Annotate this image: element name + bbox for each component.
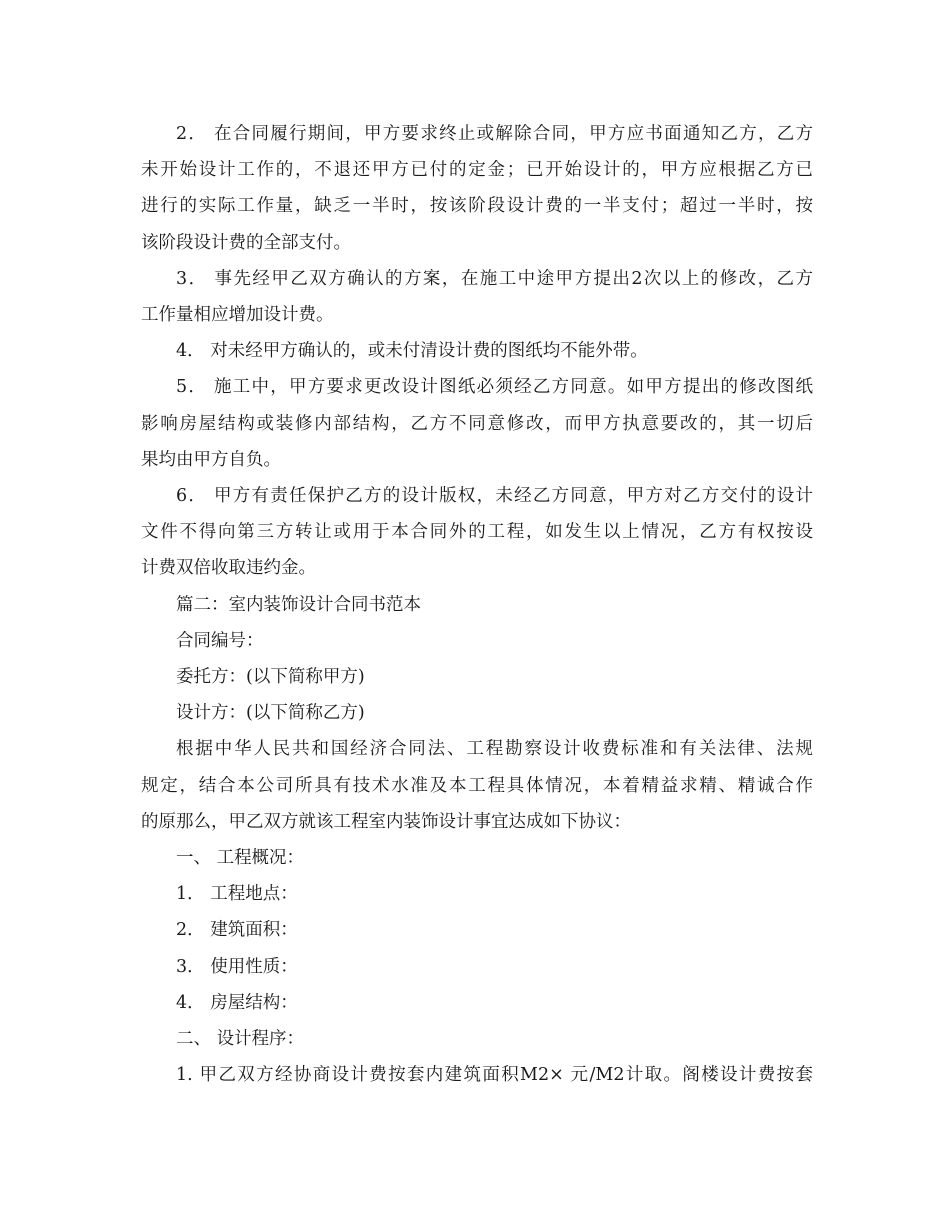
client-text: 委托方：(以下简称甲方) [176, 667, 365, 688]
text-line: 6． 甲方有责任保护乙方的设计版权，未经乙方同意，甲方对乙方交付的设计 [176, 486, 813, 507]
text-line: 的原那么，甲乙双方就该工程室内装饰设计事宜达成如下协议： [141, 811, 631, 832]
contract-number-label [141, 623, 813, 659]
item-text: 2． 建筑面积： [176, 920, 298, 941]
text-line: 文件不得向第三方转让或用于本合同外的工程，如发生以上情况，乙方有权按设 [141, 522, 813, 543]
heading-project-overview [141, 840, 813, 876]
text-line: 影响房屋结构或装修内部结构，乙方不同意修改，而甲方执意要改的，其一切后 [141, 413, 813, 434]
text-line: 根据中华人民共和国经济合同法、工程勘察设计收费标准和有关法律、法规 [176, 739, 813, 760]
text-line: 工作量相应增加设计费。 [141, 305, 334, 326]
item-text: 1． 工程地点： [176, 884, 298, 905]
preamble-paragraph [141, 731, 813, 840]
item-building-structure [141, 985, 813, 1021]
text-line: 1. 甲乙双方经协商设计费按套内建筑面积M2× 元/M2计取。阁楼设计费按套 [176, 1065, 813, 1086]
contract-number-text: 合同编号： [176, 630, 264, 651]
text-line: 3． 事先经甲乙双方确认的方案，在施工中途甲方提出2次以上的修改，乙方 [176, 268, 813, 289]
fee-clause-1 [141, 1057, 813, 1093]
clause-2-paragraph [141, 116, 813, 261]
section-title-text: 篇二：室内装饰设计合同书范本 [176, 594, 421, 615]
text-line: 该阶段设计费的全部支付。 [141, 232, 351, 253]
item-project-location [141, 876, 813, 912]
text-line: 未开始设计工作的，不退还甲方已付的定金；已开始设计的，甲方应根据乙方已 [141, 160, 813, 181]
text-line: 进行的实际工作量，缺乏一半时，按该阶段设计费的一半支付；超过一半时，按 [141, 196, 813, 217]
client-label [141, 659, 813, 695]
text-line: 5． 施工中，甲方要求更改设计图纸必须经乙方同意。如甲方提出的修改图纸 [176, 377, 813, 398]
clause-5-paragraph [141, 369, 813, 478]
designer-label [141, 695, 813, 731]
clause-6-paragraph [141, 478, 813, 587]
text-line: 规定，结合本公司所具有技术水准及本工程具体情况，本着精益求精、精诚合作 [141, 775, 813, 796]
item-text: 3． 使用性质： [176, 956, 298, 977]
item-text: 4． 房屋结构： [176, 992, 298, 1013]
item-building-area [141, 912, 813, 948]
clause-3-paragraph [141, 261, 813, 333]
heading-text: 二、 设计程序： [176, 1029, 305, 1050]
text-line: 4． 对未经甲方确认的，或未付清设计费的图纸均不能外带。 [176, 341, 648, 362]
item-usage-type [141, 949, 813, 985]
text-line: 计费双倍收取违约金。 [141, 558, 316, 579]
text-line: 果均由甲方自负。 [141, 449, 281, 470]
section-title [141, 587, 813, 623]
heading-design-procedure [141, 1021, 813, 1057]
document-body [141, 116, 813, 1093]
designer-text: 设计方：(以下简称乙方) [176, 703, 365, 724]
heading-text: 一、 工程概况： [176, 848, 305, 869]
text-line: 2． 在合同履行期间，甲方要求终止或解除合同，甲方应书面通知乙方，乙方 [176, 124, 813, 144]
clause-4-paragraph [141, 333, 813, 369]
